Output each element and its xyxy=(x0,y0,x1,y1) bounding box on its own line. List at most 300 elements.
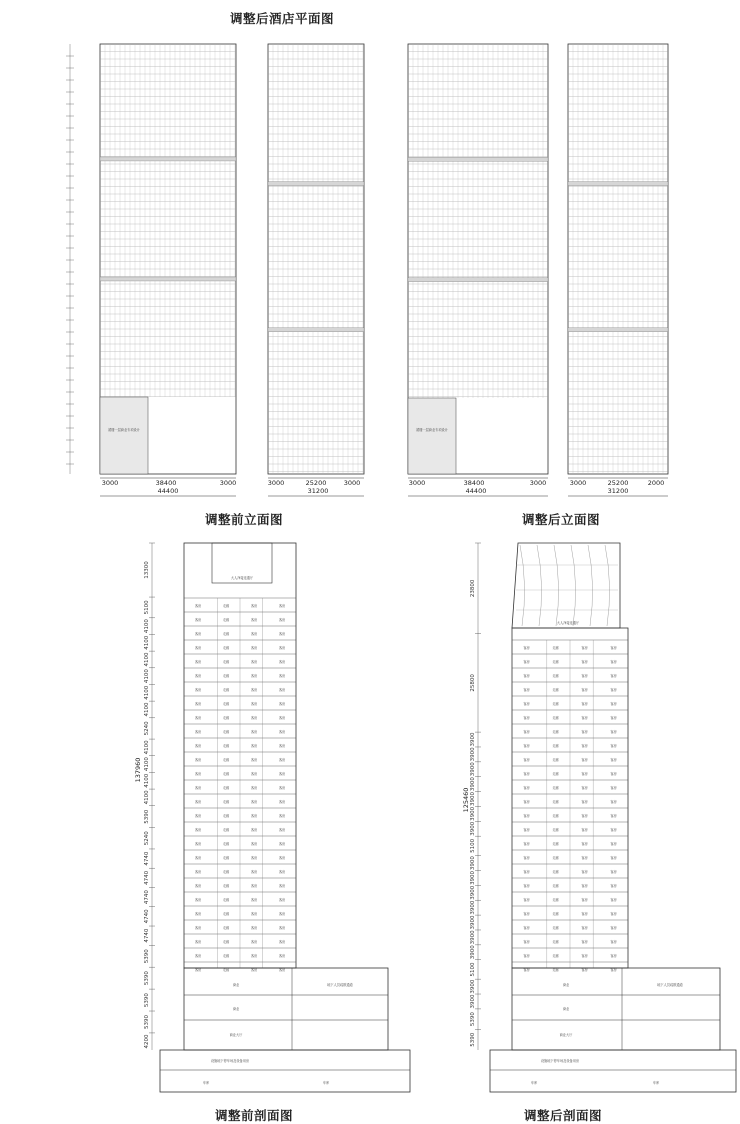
room-label: 客房 xyxy=(523,940,530,944)
dim-segment: 4100 xyxy=(144,757,150,772)
room-label: 客房 xyxy=(523,842,530,846)
dim-segment: 25800 xyxy=(470,674,476,692)
room-label: 走廊 xyxy=(552,716,559,720)
room-label: 客房 xyxy=(250,744,258,748)
total-height: 137960 xyxy=(134,757,142,783)
room-label: 客房 xyxy=(278,828,286,832)
room-label: 客房 xyxy=(278,660,286,664)
room-label: 客房 xyxy=(581,716,588,720)
room-label: 客房 xyxy=(194,716,202,720)
room-label: 客房 xyxy=(523,674,530,678)
room-label: 客房 xyxy=(250,604,258,608)
dim-segment: 4740 xyxy=(144,851,150,866)
room-label: 客房 xyxy=(250,842,258,846)
dim-left: 3000 xyxy=(408,479,426,487)
room-label: 走廊 xyxy=(222,618,230,622)
dim-segment: 4100 xyxy=(144,773,150,788)
room-label: 走廊 xyxy=(222,688,230,692)
room-label: 客房 xyxy=(194,772,202,776)
room-label: 客房 xyxy=(194,660,202,664)
room-label: 客房 xyxy=(194,814,202,818)
room-label: 客房 xyxy=(610,786,617,790)
dim-segment: 4200 xyxy=(144,1034,150,1049)
room-label: 客房 xyxy=(250,618,258,622)
refuge-band xyxy=(100,157,236,161)
room-label: 走廊 xyxy=(222,730,230,734)
lattice-member xyxy=(605,545,610,626)
facade-grid xyxy=(408,44,548,398)
dim-segment: 3900 xyxy=(470,792,476,807)
room-label: 客房 xyxy=(194,702,202,706)
dim-segment: 3900 xyxy=(470,900,476,915)
dim-right: 3000 xyxy=(343,479,361,487)
elevation-before-front xyxy=(66,44,236,496)
facade-grid xyxy=(100,44,236,397)
room-label: 客房 xyxy=(523,828,530,832)
dim-mid: 38400 xyxy=(463,479,485,487)
podium-label-3: 商业大厅 xyxy=(229,1033,243,1037)
room-label: 走廊 xyxy=(222,716,230,720)
room-label: 客房 xyxy=(194,898,202,902)
room-label: 客房 xyxy=(581,786,588,790)
podium-section xyxy=(512,968,720,1050)
room-label: 客房 xyxy=(278,800,286,804)
room-label: 走廊 xyxy=(222,632,230,636)
room-label: 客房 xyxy=(523,954,530,958)
room-label: 走廊 xyxy=(222,828,230,832)
room-label: 客房 xyxy=(523,870,530,874)
dim-segment: 5390 xyxy=(470,1012,476,1027)
room-label: 客房 xyxy=(250,828,258,832)
room-label: 走廊 xyxy=(552,646,559,650)
room-label: 客房 xyxy=(194,632,202,636)
room-label: 客房 xyxy=(610,646,617,650)
podium-block xyxy=(100,397,148,474)
room-label: 客房 xyxy=(581,870,588,874)
dim-segment: 4740 xyxy=(144,890,150,905)
room-label: 客房 xyxy=(523,688,530,692)
dim-segment: 5390 xyxy=(144,971,150,986)
room-label: 客房 xyxy=(250,800,258,804)
parking-label: 车库 xyxy=(202,1081,210,1085)
room-label: 走廊 xyxy=(552,730,559,734)
room-label: 客房 xyxy=(581,926,588,930)
room-label: 客房 xyxy=(278,632,286,636)
room-label: 客房 xyxy=(278,842,286,846)
room-label: 客房 xyxy=(610,702,617,706)
room-label: 客房 xyxy=(523,758,530,762)
dim-segment: 13300 xyxy=(144,561,150,579)
level-scale-left xyxy=(66,44,74,474)
dim-segment: 3900 xyxy=(470,979,476,994)
lattice-member xyxy=(520,545,525,626)
title-elevation-before: 调整前立面图 xyxy=(204,512,284,527)
podium-block xyxy=(408,398,456,474)
refuge-band xyxy=(268,328,364,332)
section-before xyxy=(134,543,410,1092)
room-label: 客房 xyxy=(581,688,588,692)
room-label: 客房 xyxy=(581,968,588,972)
room-label: 走廊 xyxy=(222,912,230,916)
room-label: 客房 xyxy=(278,674,286,678)
room-label: 客房 xyxy=(581,646,588,650)
podium-label-3: 商业大厅 xyxy=(559,1033,573,1037)
room-label: 客房 xyxy=(523,772,530,776)
room-label: 走廊 xyxy=(552,856,559,860)
room-label: 客房 xyxy=(610,730,617,734)
room-label: 走廊 xyxy=(222,814,230,818)
room-label: 走廊 xyxy=(552,660,559,664)
room-label: 客房 xyxy=(250,940,258,944)
room-label: 走廊 xyxy=(222,954,230,958)
room-label: 走廊 xyxy=(222,898,230,902)
dim-right: 3000 xyxy=(219,479,237,487)
dim-segment: 5100 xyxy=(144,600,150,615)
room-label: 客房 xyxy=(194,688,202,692)
room-label: 客房 xyxy=(250,898,258,902)
room-label: 走廊 xyxy=(552,744,559,748)
dim-mid: 25200 xyxy=(305,479,327,487)
dim-segment: 4100 xyxy=(144,685,150,700)
dim-segment: 4100 xyxy=(144,790,150,805)
room-label: 客房 xyxy=(581,758,588,762)
room-label: 客房 xyxy=(278,772,286,776)
dim-segment: 4100 xyxy=(144,702,150,717)
dim-total: 44400 xyxy=(157,487,179,495)
dim-segment: 4100 xyxy=(144,635,150,650)
basement xyxy=(160,1050,410,1092)
room-label: 客房 xyxy=(523,702,530,706)
room-label: 走廊 xyxy=(552,674,559,678)
room-label: 客房 xyxy=(278,702,286,706)
parking-label-2: 车库 xyxy=(652,1081,660,1085)
room-label: 走廊 xyxy=(552,828,559,832)
top-room-label: 大人净接连通厅 xyxy=(230,576,254,580)
room-label: 客房 xyxy=(250,646,258,650)
dim-segment: 5100 xyxy=(470,838,476,853)
room-label: 客房 xyxy=(610,856,617,860)
dim-segment: 5240 xyxy=(144,831,150,846)
room-label: 走廊 xyxy=(222,926,230,930)
room-label: 客房 xyxy=(194,604,202,608)
room-label: 客房 xyxy=(523,730,530,734)
room-label: 客房 xyxy=(278,758,286,762)
crown-lattice xyxy=(516,545,618,626)
dim-segment: 5390 xyxy=(144,1014,151,1029)
room-label: 客房 xyxy=(278,898,286,902)
room-label: 客房 xyxy=(581,856,588,860)
tower-outline xyxy=(268,44,364,474)
elevation-after-front xyxy=(408,44,548,496)
dim-segment: 4100 xyxy=(144,619,150,634)
room-label: 客房 xyxy=(610,940,617,944)
room-label: 客房 xyxy=(250,912,258,916)
dim-segment: 5390 xyxy=(144,809,150,824)
room-label: 客房 xyxy=(278,912,286,916)
parking-label-2: 车库 xyxy=(322,1081,330,1085)
room-label: 客房 xyxy=(581,730,588,734)
title-section-after: 调整后剖面图 xyxy=(523,1108,603,1123)
dim-segment: 4100 xyxy=(144,652,150,667)
room-label: 客房 xyxy=(523,814,530,818)
dim-segment: 3900 xyxy=(470,732,476,747)
room-label: 客房 xyxy=(581,940,588,944)
dim-segment: 5240 xyxy=(144,721,150,736)
room-label: 客房 xyxy=(581,800,588,804)
room-label: 客房 xyxy=(523,786,530,790)
section-after xyxy=(462,543,736,1092)
basement xyxy=(490,1050,736,1092)
room-label: 客房 xyxy=(250,814,258,818)
room-label: 走廊 xyxy=(552,758,559,762)
room-label: 走廊 xyxy=(552,786,559,790)
refuge-band xyxy=(100,277,236,281)
room-label: 客房 xyxy=(581,744,588,748)
room-label: 客房 xyxy=(278,856,286,860)
room-label: 走廊 xyxy=(222,786,230,790)
room-label: 客房 xyxy=(610,744,617,748)
room-label: 客房 xyxy=(194,912,202,916)
room-label: 走廊 xyxy=(222,702,230,706)
room-label: 客房 xyxy=(610,772,617,776)
room-label: 客房 xyxy=(581,702,588,706)
room-label: 走廊 xyxy=(552,940,559,944)
room-label: 客房 xyxy=(250,674,258,678)
annex-label: 地下人员疏散通道 xyxy=(327,983,353,987)
podium-label: 裙楼一层商业专项设计 xyxy=(416,428,448,432)
room-label: 客房 xyxy=(581,674,588,678)
dim-left: 3000 xyxy=(101,479,119,487)
room-label: 客房 xyxy=(523,856,530,860)
room-label: 走廊 xyxy=(552,702,559,706)
dim-segment: 3900 xyxy=(470,870,476,885)
dim-segment: 3900 xyxy=(470,856,476,871)
parking-label: 车库 xyxy=(530,1081,538,1085)
room-label: 走廊 xyxy=(222,940,230,944)
room-label: 走廊 xyxy=(222,604,230,608)
room-label: 客房 xyxy=(610,716,617,720)
room-label: 走廊 xyxy=(552,688,559,692)
room-label: 客房 xyxy=(523,646,530,650)
room-label: 客房 xyxy=(250,772,258,776)
total-height: 125460 xyxy=(462,787,470,813)
room-label: 客房 xyxy=(250,632,258,636)
room-label: 客房 xyxy=(278,688,286,692)
annex-label: 地下人员疏散通道 xyxy=(657,983,683,987)
room-label: 走廊 xyxy=(222,856,230,860)
dim-segment: 3900 xyxy=(470,821,476,836)
room-label: 客房 xyxy=(278,618,286,622)
floor-lines xyxy=(512,640,628,972)
dim-segment: 5100 xyxy=(470,962,476,977)
room-label: 客房 xyxy=(610,842,617,846)
podium-label-1: 商业 xyxy=(562,983,570,987)
room-label: 客房 xyxy=(610,688,617,692)
dim-segment: 3900 xyxy=(470,747,476,762)
room-label: 走廊 xyxy=(552,842,559,846)
vertical-dimension-chain xyxy=(144,543,155,1050)
room-label: 客房 xyxy=(250,926,258,930)
room-label: 客房 xyxy=(610,814,617,818)
dim-segment: 3900 xyxy=(470,915,476,930)
dim-mid: 38400 xyxy=(155,479,177,487)
refuge-band xyxy=(568,328,668,332)
room-label: 走廊 xyxy=(552,968,559,972)
room-label: 客房 xyxy=(194,968,202,972)
room-label: 客房 xyxy=(523,716,530,720)
room-label: 客房 xyxy=(194,800,202,804)
room-label: 走廊 xyxy=(552,954,559,958)
basement-label: 设施地下停车场及设备用房 xyxy=(210,1059,250,1063)
lattice-member xyxy=(537,545,542,626)
dim-segment: 3900 xyxy=(470,994,476,1009)
room-label: 客房 xyxy=(610,968,617,972)
podium-label: 裙楼一层商业专项设计 xyxy=(108,428,140,432)
room-label: 走廊 xyxy=(552,814,559,818)
room-label: 客房 xyxy=(250,884,258,888)
room-label: 客房 xyxy=(278,716,286,720)
room-label: 走廊 xyxy=(222,660,230,664)
elevation-before-side xyxy=(268,44,364,496)
room-label: 客房 xyxy=(194,884,202,888)
room-label: 客房 xyxy=(278,730,286,734)
room-label: 客房 xyxy=(194,926,202,930)
room-label: 客房 xyxy=(194,674,202,678)
room-label: 客房 xyxy=(610,926,617,930)
dim-left: 3000 xyxy=(267,479,285,487)
room-label: 客房 xyxy=(278,786,286,790)
room-label: 客房 xyxy=(250,856,258,860)
crown-frame xyxy=(512,543,620,628)
title-section-before: 调整前剖面图 xyxy=(214,1108,294,1123)
room-label: 走廊 xyxy=(552,772,559,776)
room-label: 客房 xyxy=(194,786,202,790)
dim-segment: 4740 xyxy=(144,870,150,885)
refuge-band xyxy=(268,182,364,186)
dim-left: 3000 xyxy=(569,479,587,487)
room-label: 客房 xyxy=(278,744,286,748)
title-elevation-after: 调整后立面图 xyxy=(521,512,601,527)
room-label: 客房 xyxy=(194,842,202,846)
podium-section xyxy=(184,968,388,1050)
room-label: 客房 xyxy=(523,660,530,664)
room-label: 客房 xyxy=(610,954,617,958)
lattice-member xyxy=(588,545,593,626)
room-label: 客房 xyxy=(194,744,202,748)
dim-segment: 4100 xyxy=(144,669,150,684)
room-label: 客房 xyxy=(194,646,202,650)
dim-total: 44400 xyxy=(465,487,487,495)
room-label: 客房 xyxy=(250,968,258,972)
room-label: 客房 xyxy=(523,744,530,748)
room-label: 客房 xyxy=(250,730,258,734)
room-label: 走廊 xyxy=(222,884,230,888)
podium-label-1: 商业 xyxy=(232,983,240,987)
title-hotel-plan: 调整后酒店平面图 xyxy=(229,11,335,26)
room-label: 走廊 xyxy=(222,800,230,804)
room-label: 客房 xyxy=(278,926,286,930)
lattice-member xyxy=(571,545,576,626)
dim-total: 31200 xyxy=(307,487,329,495)
room-label: 走廊 xyxy=(222,674,230,678)
room-label: 客房 xyxy=(194,940,202,944)
dim-segment: 23800 xyxy=(470,579,476,598)
room-label: 客房 xyxy=(610,674,617,678)
room-label: 走廊 xyxy=(552,870,559,874)
room-label: 客房 xyxy=(278,968,286,972)
room-label: 客房 xyxy=(194,730,202,734)
room-label: 走廊 xyxy=(222,870,230,874)
dim-segment: 3900 xyxy=(470,806,476,821)
room-label: 客房 xyxy=(581,828,588,832)
dim-segment: 3900 xyxy=(470,885,476,900)
room-label: 走廊 xyxy=(222,758,230,762)
room-label: 客房 xyxy=(250,660,258,664)
room-label: 客房 xyxy=(610,758,617,762)
room-label: 客房 xyxy=(250,688,258,692)
vertical-dimension-chain xyxy=(470,543,481,1050)
room-label: 客房 xyxy=(250,702,258,706)
podium-label-2: 商业 xyxy=(232,1007,240,1011)
room-label: 客房 xyxy=(523,968,530,972)
elevation-after-side xyxy=(568,44,668,496)
room-label: 客房 xyxy=(523,884,530,888)
dim-segment: 3900 xyxy=(470,930,476,945)
dim-segment: 3900 xyxy=(470,762,476,777)
room-label: 客房 xyxy=(278,870,286,874)
room-label: 客房 xyxy=(278,604,286,608)
room-label: 客房 xyxy=(250,716,258,720)
refuge-band xyxy=(408,278,548,282)
room-label: 客房 xyxy=(610,898,617,902)
room-label: 走廊 xyxy=(552,884,559,888)
room-label: 客房 xyxy=(250,870,258,874)
room-label: 客房 xyxy=(278,954,286,958)
room-label: 走廊 xyxy=(552,898,559,902)
room-label: 走廊 xyxy=(222,772,230,776)
dim-segment: 4740 xyxy=(144,928,150,943)
top-room-label: 大人净接连通厅 xyxy=(556,621,580,625)
room-label: 客房 xyxy=(250,786,258,790)
room-label: 客房 xyxy=(581,814,588,818)
room-label: 走廊 xyxy=(552,800,559,804)
room-label: 客房 xyxy=(194,870,202,874)
dim-total: 31200 xyxy=(607,487,629,495)
dim-segment: 4740 xyxy=(144,909,150,924)
dim-segment: 3900 xyxy=(470,777,476,792)
room-label: 客房 xyxy=(581,884,588,888)
lattice-member xyxy=(554,545,559,626)
room-label: 客房 xyxy=(581,898,588,902)
room-label: 客房 xyxy=(581,842,588,846)
room-label: 客房 xyxy=(194,954,202,958)
room-label: 客房 xyxy=(581,954,588,958)
room-label: 客房 xyxy=(523,800,530,804)
dim-segment: 3900 xyxy=(470,945,476,960)
dim-segment: 5390 xyxy=(470,1032,476,1047)
room-label: 走廊 xyxy=(552,912,559,916)
basement-label: 设施地下停车场及设备用房 xyxy=(540,1059,580,1063)
dim-right: 2000 xyxy=(647,479,665,487)
podium-label-2: 商业 xyxy=(562,1007,570,1011)
room-label: 客房 xyxy=(523,912,530,916)
room-label: 客房 xyxy=(278,940,286,944)
room-label: 客房 xyxy=(194,618,202,622)
room-label: 走廊 xyxy=(552,926,559,930)
room-label: 走廊 xyxy=(222,646,230,650)
room-label: 客房 xyxy=(523,926,530,930)
room-label: 客房 xyxy=(610,870,617,874)
